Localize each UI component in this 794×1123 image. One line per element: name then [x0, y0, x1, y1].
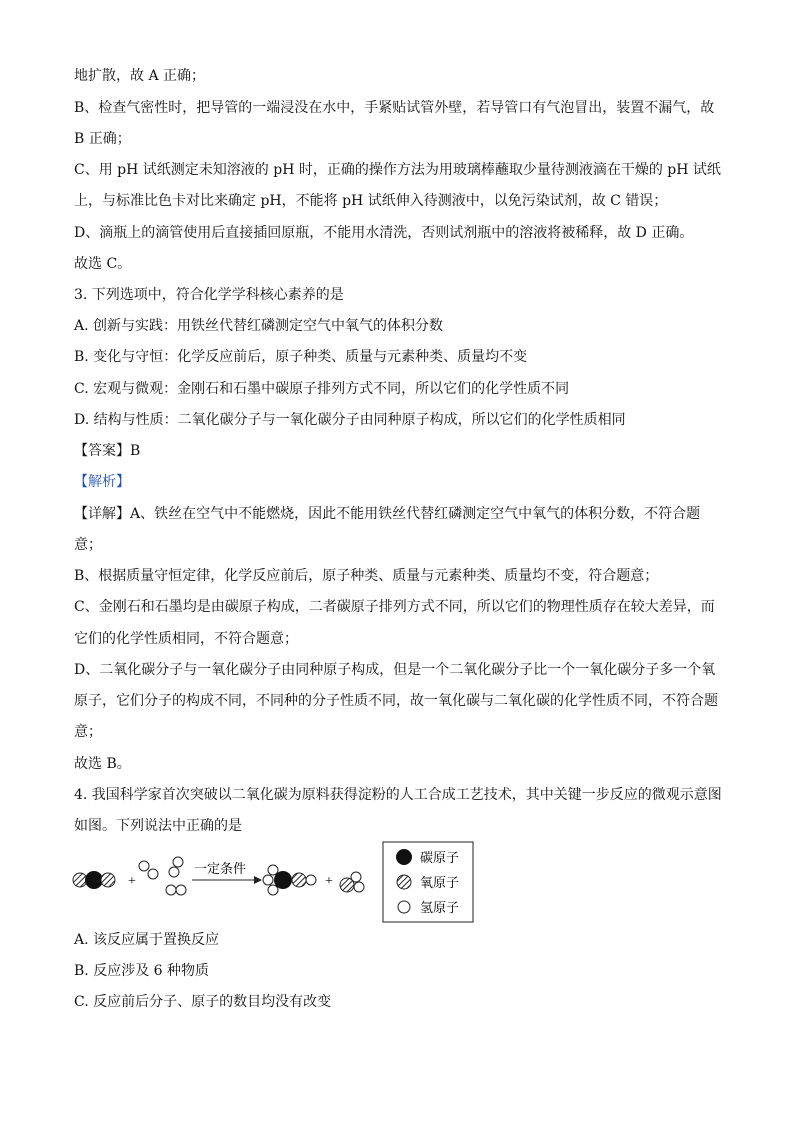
question-3-option-b: B. 变化与守恒：化学反应前后，原子种类、质量与元素种类、质量均不变	[74, 349, 528, 365]
legend	[383, 842, 473, 922]
analysis-label: 【解析】	[74, 474, 130, 490]
legend-hydrogen: 氢原子	[420, 900, 460, 915]
question-4-stem: 4. 我国科学家首次突破以二氧化碳为原料获得淀粉的人工合成工艺技术，其中关键一步反应的微观示意图	[74, 787, 722, 803]
question-4-option-c: C. 反应前后分子、原子的数目均没有改变	[74, 994, 332, 1010]
plus-sign: +	[128, 874, 136, 889]
question-4-stem: 如图。下列说法中正确的是	[74, 818, 242, 834]
text-line: 故选 C。	[74, 256, 132, 272]
text-line: D、滴瓶上的滴管使用后直接插回原瓶，不能用水清洗，否则试剂瓶中的溶液将被稀释，故 D 正确。	[74, 225, 694, 241]
text-line: 地扩散，故 A 正确；	[74, 68, 206, 84]
text-line: C、用 pH 试纸测定未知溶液的 pH 时，正确的操作方法为用玻璃棒蘸取少量待测液滴在干燥的 pH 试纸	[74, 162, 721, 178]
carbon-atom-icon	[396, 849, 412, 865]
text-line: 原子，它们分子的构成不同，不同种的分子性质不同，故一氧化碳与二氧化碳的化学性质不同，不符合题	[74, 693, 718, 709]
text-line: 【详解】A、铁丝在空气中不能燃烧，因此不能用铁丝代替红磷测定空气中氧气的体积分数，不符合题	[74, 506, 701, 522]
hydrogen-molecules	[139, 857, 186, 895]
text-line: B、根据质量守恒定律，化学反应前后，原子种类、质量与元素种类、质量均不变，符合题意；	[74, 568, 659, 584]
text-line: 上，与标准比色卡对比来确定 pH，不能将 pH 试纸伸入待测液中，以免污染试剂，故 C 错误；	[74, 193, 668, 209]
answer-label: 【答案】B	[74, 443, 141, 459]
text-line: D、二氧化碳分子与一氧化碳分子由同种原子构成，但是一个二氧化碳分子比一个一氧化碳分子多一个氧	[74, 662, 716, 678]
legend-carbon: 碳原子	[420, 850, 460, 865]
question-4-option-a: A. 该反应属于置换反应	[74, 932, 220, 948]
question-4-option-b: B. 反应涉及 6 种物质	[74, 963, 209, 979]
question-3-option-a: A. 创新与实践：用铁丝代替红磷测定空气中氧气的体积分数	[74, 318, 444, 334]
legend-oxygen: 氧原子	[420, 875, 460, 890]
plus-sign: +	[325, 874, 333, 889]
water-molecule	[340, 872, 364, 892]
question-3-option-d: D. 结构与性质：二氧化碳分子与一氧化碳分子由同种原子构成，所以它们的化学性质相同	[74, 412, 626, 428]
text-line: 意；	[74, 537, 102, 553]
question-3-stem: 3. 下列选项中，符合化学学科核心素养的是	[74, 287, 344, 303]
methanol-molecule	[263, 865, 316, 895]
reaction-diagram	[70, 840, 480, 926]
reaction-condition: 一定条件	[194, 861, 247, 876]
oxygen-atom-icon	[397, 875, 411, 889]
text-line: B、检查气密性时，把导管的一端浸没在水中，手紧贴试管外壁，若导管口有气泡冒出，装置不漏气，故	[74, 100, 715, 116]
text-line: C、金刚石和石墨均是由碳原子构成，二者碳原子排列方式不同，所以它们的物理性质存在较大差异，而	[74, 599, 715, 615]
text-line: 意；	[74, 724, 102, 740]
hydrogen-atom-icon	[398, 901, 410, 913]
arrow-icon	[192, 876, 262, 884]
text-line: 故选 B。	[74, 756, 131, 772]
text-line: B 正确；	[74, 131, 131, 147]
carbon-dioxide-molecule	[73, 871, 115, 889]
question-3-option-c: C. 宏观与微观：金刚石和石墨中碳原子排列方式不同，所以它们的化学性质不同	[74, 381, 570, 397]
text-line: 它们的化学性质相同，不符合题意；	[74, 631, 298, 647]
